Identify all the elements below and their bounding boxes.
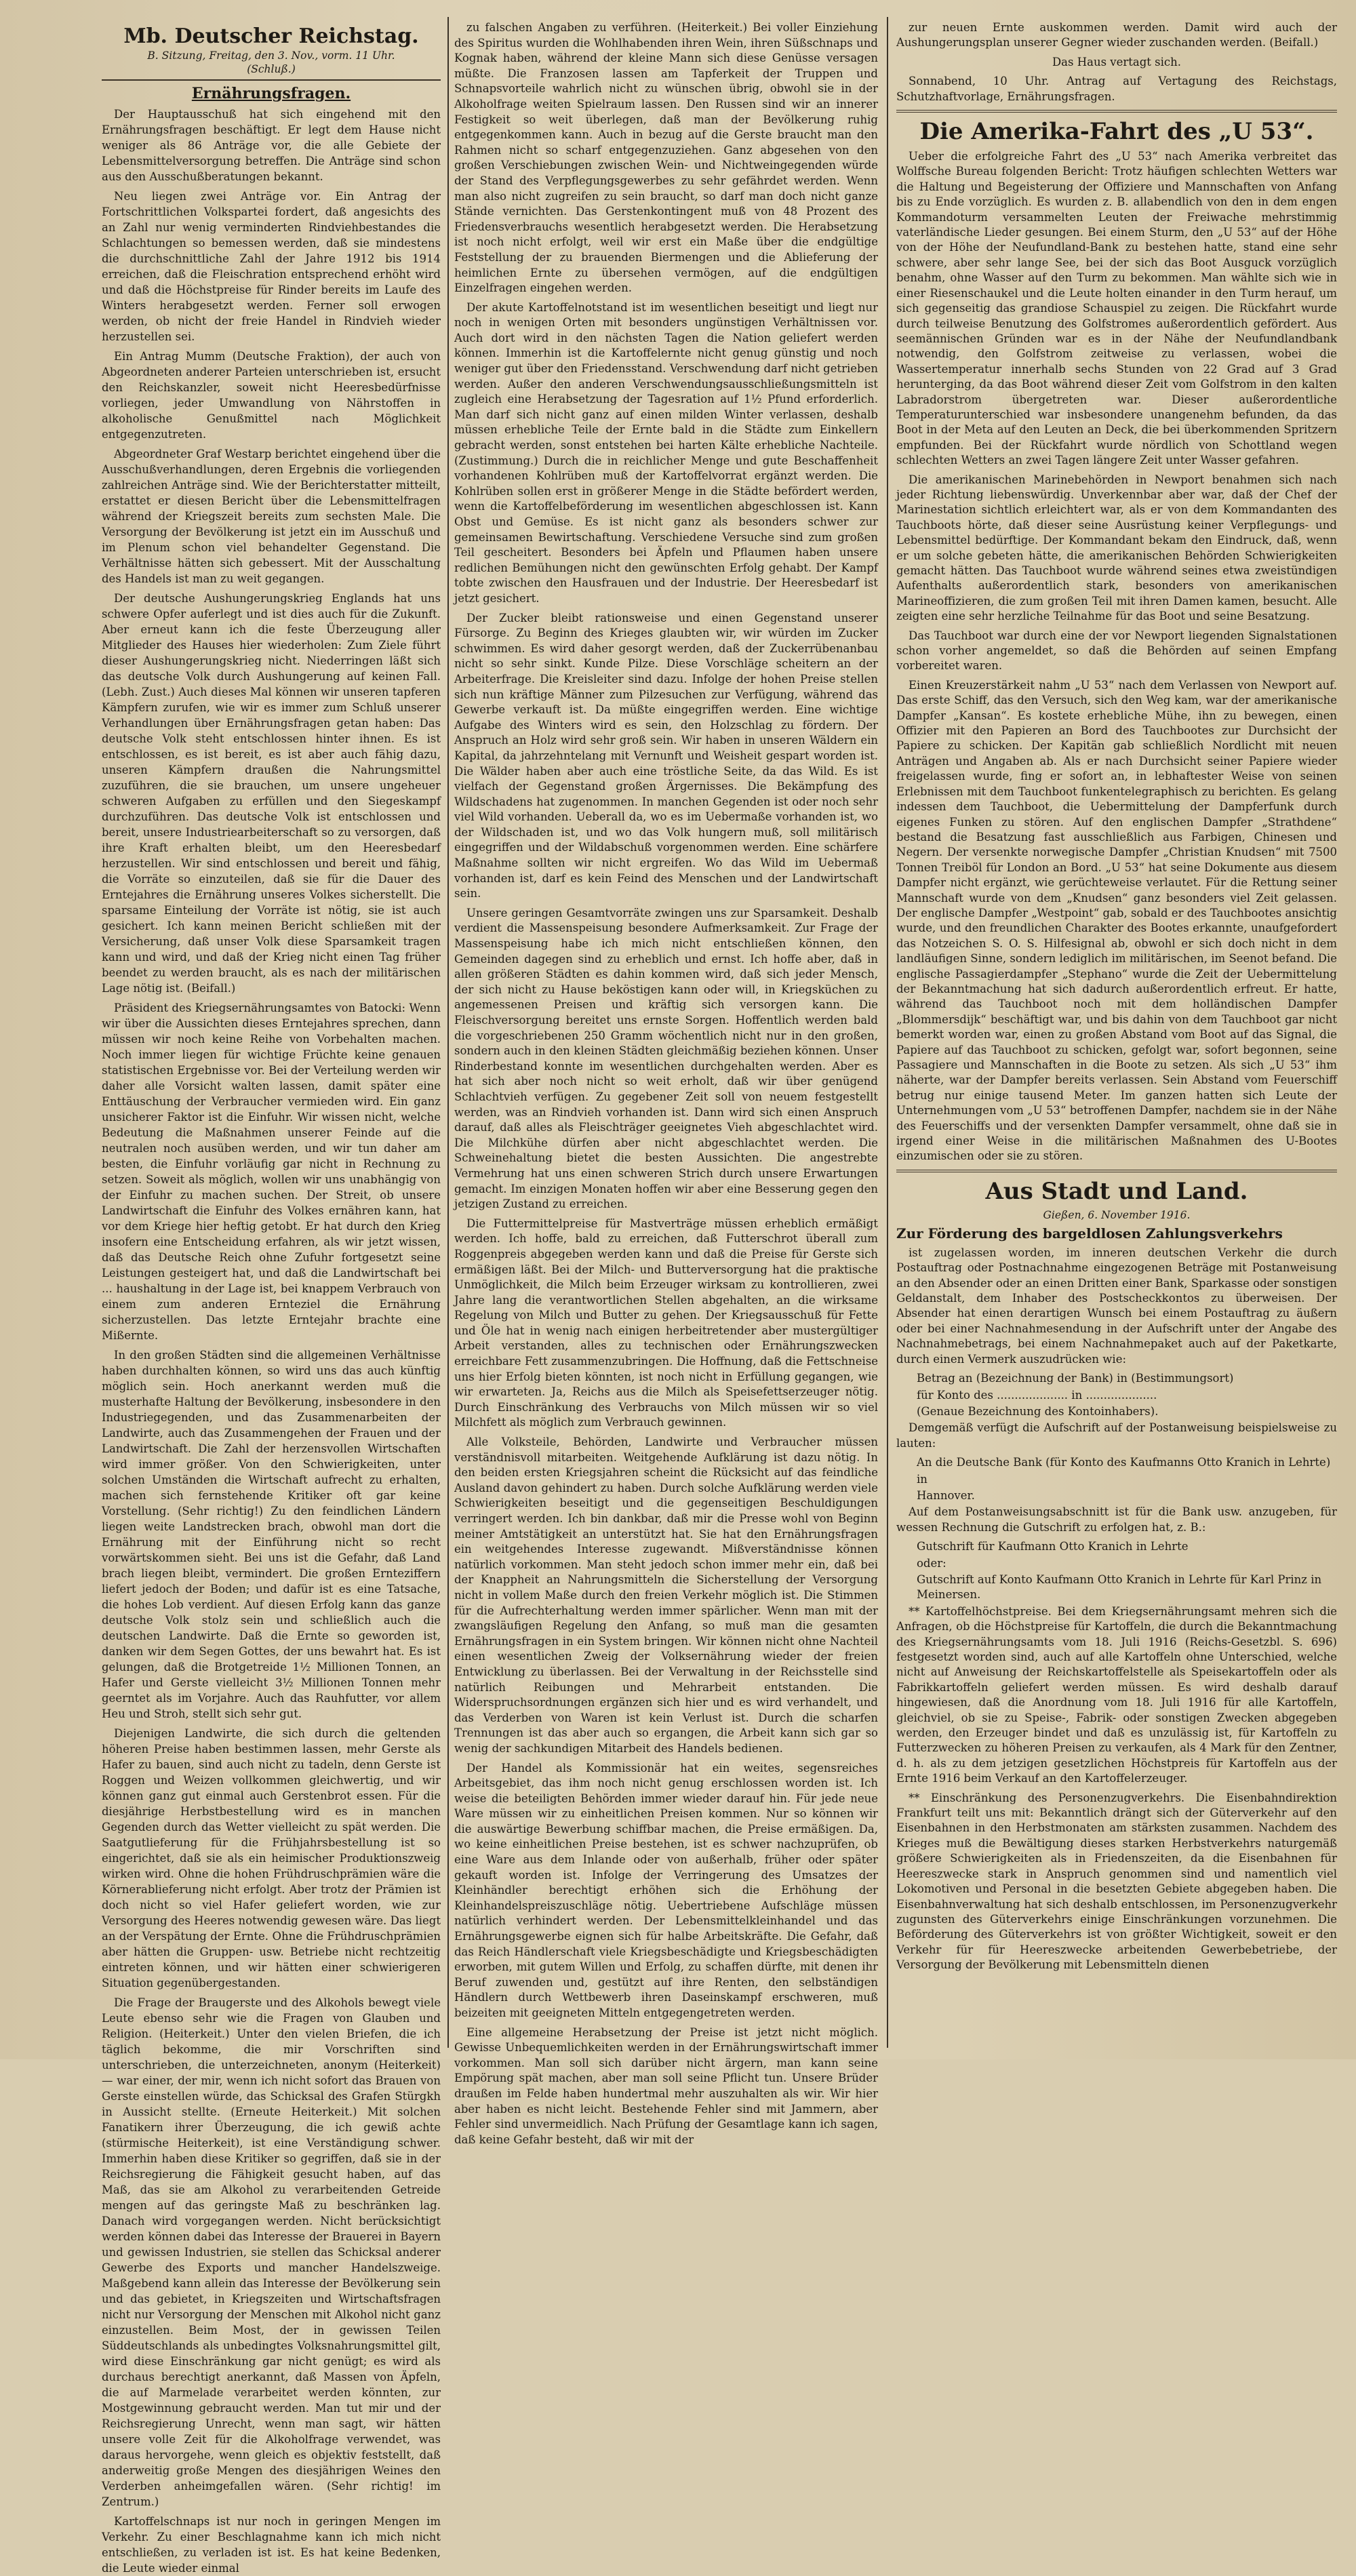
conclusion-note: (Schluß.) [247,63,296,75]
article-paragraph: Neu liegen zwei Anträge vor. Ein Antrag der Fortschrittlichen Volkspartei fordert, daß angesichts des an Zahl nur wenig verminderten Rindviehbestandes die Schlachtungen so bemessen werden, daß sie mindestens die durchschnittliche Zahl der Jahre 1912 bis 1914 erreichen, daß die Fleischration entsprechend erhöht wird und daß die Höchstpreise für Rinder bereits im Laufe des Winters herabgesetzt werden. Ferner soll erwogen werden, ob nicht der freie Handel in Rindvieh wieder herzustellen sei. [102,190,441,343]
example-line: Gutschrift für Kaufmann Otto Kranich in Lehrte [917,1540,1189,1553]
example-line: (Genaue Bezeichnung des Kontoinhabers). [917,1404,1159,1418]
article-paragraph: Die Futtermittelpreise für Mastverträge müssen erheblich ermäßigt werden. Ich hoffe, bald zu erreichen, daß Futterschrot überall zum Roggenpreis abgegeben werden kann und daß die Preise für Gerste sich ermäßigen läßt. Bei der Milch- und Butterversorgung hat die praktische Unmöglichkeit, die Milch beim Erzeuger wirksam zu kontrollieren, zwei Jahre lang die verantwortlichen Stellen abgehalten, an die wirksame Regelung von Milch und Butter zu gehen. Der Kriegsausschuß für Fette und Öle hat in wenig nach einigen herbeitretender aber mustergültiger Arbeit verstanden, alles zu technischen oder Ernährungszwecken erreichbare Fett zusammenzubringen. Die Hoffnung, daß die Fettschneise uns hier Erfolg bieten könnten, ist noch nicht in Erfüllung gegangen, wie wir erwarteten. Ja, Reichs aus die Milch als Speisefettserzeuger nötig. Durch Einschränkung des Verbrauchs von Milch müssen wir so viel Milchfett als möglich zum Verbrauch gewinnen. [454,1216,878,1429]
article-paragraph: ** Kartoffelhöchstpreise. Bei dem Kriegsernährungsamt mehren sich die Anfragen, ob die Höchstpreise für Kartoffeln, die durch die Bekanntmachung des Kriegsernährungsamts vom 18. Juli 1916 (Reichs-Gesetzbl. S. 696) festgesetzt worden sind, auch auf alle Kartoffeln ohne Unterschied, welche nicht auf Anweisung der Reichskartoffelstelle als Speisekartoffeln oder als Fabrikkartoffeln geliefert werden müssen. Es wird deshalb darauf hingewiesen, daß die Anordnung vom 18. Juli 1916 für alle Kartoffeln, gleichviel, ob sie zu Speise-, Fabrik- oder sonstigen Zwecken abgegeben werden, den Erzeuger bindet und daß es unzulässig ist, für Kartoffeln zu Futterzwecken zu höheren Preisen zu verkaufen, als 4 Mark für den Zentner, d. h. als zu dem jetzigen gesetzlichen Höchstpreis für Kartoffeln aus der Ernte 1916 beim Verkauf an den Kartoffelerzeuger. [896,1604,1337,1785]
stadt-land-heading: Aus Stadt und Land. [985,1177,1248,1205]
article-paragraph: Der Zucker bleibt rationsweise und einen Gegenstand unserer Fürsorge. Zu Beginn des Krieges glaubten wir, wir würden im Zucker schwimmen. Es wird daher gesorgt werden, daß der Zuckerrübenanbau nicht so sehr sinkt. Kunde Pilze. Diese Vorschläge scheitern an der Arbeiterfrage. Die Kreisleiter sind dazu. Infolge der hohen Preise stellen sich nun kräftige Männer zum Pilzesuchen zur Verfügung, während das Gewerbe verkauft ist. Da müßte eingegriffen werden. Eine wichtige Aufgabe des Winters wird es sein, den Holzschlag zu fördern. Der Anspruch an Holz wird sehr groß sein. Wir haben in unseren Wäldern ein Kapital, da jahrzehntelang mit Vernunft und Weisheit gespart worden ist. Die Wälder haben aber auch eine tröstliche Seite, da das Wild. Es ist vielfach der Gegenstand großen Ärgernisses. Die Bekämpfung des Wildschadens hat zugenommen. In manchen Gegenden ist oder noch sehr viel Wild vorhanden. Ueberall da, wo es im Uebermaße vorhanden ist, wo der Wildschaden ist, und wo das Volk hungern muß, soll militärisch eingegriffen und der Wildabschuß vorgenommen werden. Eine schärfere Maßnahme sollten wir nicht ergreifen. Wo das Wild im Uebermaß vorhanden ist, darf es kein Feind des Menschen und der Landwirtschaft sein. [454,611,878,900]
article-paragraph: Unsere geringen Gesamtvorräte zwingen uns zur Sparsamkeit. Deshalb verdient die Massenspeisung besondere Aufmerksamkeit. Zur Frage der Massenspeisung habe ich mich nicht entschließen können, den Gemeinden dagegen sind zu erheblich und ernst. Ich hoffe aber, daß in allen größeren Städten es dahin kommen wird, daß sich jeder Mensch, der sich nicht zu Hause beköstigen kann oder will, in Kriegsküchen zu angemessenen Preisen und kräftig sich versorgen kann. Die Fleischversorgung bereitet uns ernste Sorgen. Hoffentlich werden bald die vorgeschriebenen 250 Gramm wöchentlich nicht nur in den großen, sondern auch in den kleinen Städten gleichmäßig beziehen können. Unser Rinderbestand konnte im wesentlichen durchgehalten werden. Aber es hat sich aber noch nicht so weit erholt, daß wir über genügend Schlachtvieh verfügen. Zu gegebener Zeit soll von neuem festgestellt werden, was an Rindvieh vorhanden ist. Dann wird sich einen Anspruch darauf, daß alles als Fleischträger geeignetes Vieh abgeschlachtet wird. Die Milchkühe dürfen aber nicht abgeschlachtet werden. Die Schweinehaltung bietet die besten Aussichten. Die angestrebte Vermehrung hat uns einen schweren Strich durch unsere Erwartungen gemacht. Im einzigen Monaten hoffen wir aber eine Besserung gegen den jetzigen Zustand zu erreichen. [454,906,878,1211]
article-paragraph: Demgemäß verfügt die Aufschrift auf der Postanweisung beispielsweise zu lauten: [896,1421,1337,1450]
divider [896,110,1337,113]
column-divider [447,17,449,2048]
reichstag-heading: Mb. Deutscher Reichstag. [123,24,419,48]
section-title: Ernährungsfragen. [191,85,351,102]
next-session-note: Sonnabend, 10 Uhr. Antrag auf Vertagung des Reichstags, Schutzhaftvorlage, Ernährungsfragen. [896,75,1337,103]
article-paragraph: Der Handel als Kommissionär hat ein weites, segensreiches Arbeitsgebiet, das ihm noch nicht genug erschlossen worden ist. Ich weise die beteiligten Behörden immer wieder darauf hin. Für jede neue Ware müssen wir zu einheitlichen Preisen kommen. Nur so können wir die auswärtige Bewerbung schiffbar machen, die Preise ermäßigen. Da, wo keine einheitlichen Preise bestehen, ist es schwer nachzuprüfen, ob eine Ware aus dem Inlande oder von außerhalb, früher oder später gekauft worden ist. Infolge der Verringerung des Umsatzes der Kleinhändler berechtigt erhöhen sich die Erhöhung der Kleinhandelspreiszuschläge nötig. Uebertriebene Aufschläge müssen natürlich verhindert werden. Der Lebensmittelkleinhandel und das Ernährungsgewerbe eignen sich für halbe Arbeitskräfte. Die Gefahr, daß das Reich Händlerschaft viele Kriegsbeschädigte und Kriegsbeschädigten erworben, mit gutem Willen und Erfolg, zu schaffen dürfte, mit denen ihr Beruf zuwenden und, gestützt auf ihre Renten, den selbständigen Händlern durch Wettbewerb ihren Daseinskampf erschweren, muß beizeiten mit geeigneten Mitteln entgegengetreten werden. [454,1761,878,2019]
article-paragraph: Ein Antrag Mumm (Deutsche Fraktion), der auch von Abgeordneten anderer Parteien unterschrieben ist, ersucht den Reichskanzler, soweit nicht Heeresbedürfnisse vorliegen, jeder Umwandlung von Nährstoffen in alkoholische Genußmittel nach Möglichkeit entgegenzutreten. [102,350,441,441]
amerika-heading: Die Amerika-Fahrt des „U 53“. [919,118,1314,146]
article-paragraph: zur neuen Ernte auskommen werden. Damit wird auch der Aushungerungsplan unserer Gegner wieder zuschanden werden. (Beifall.) [896,21,1337,49]
example-line: oder: [917,1556,946,1570]
article-paragraph: Die Frage der Braugerste und des Alkohols bewegt viele Leute ebenso sehr wie die Fragen von Glauben und Religion. (Heiterkeit.) Unter den vielen Briefen, die ich täglich bekomme, die mir Vorschriften sind unterschrieben, die unterzeichneten, anonym (Heiterkeit) — war einer, der mir, wenn ich nicht sofort das Brauen von Gerste einstellen würde, das Schicksal des Grafen Stürgkh in Aussicht stellte. (Erneute Heiterkeit.) Mit solchen Fanatikern ihrer Überzeugung, die ich gewiß achte (stürmische Heiterkeit), ist eine Verständigung schwer. Immerhin haben diese Kritiker so gegriffen, daß sie in der Reichsregierung die Fähigkeit gesucht haben, auf das Maß, das sie am Alkohol zu verarbeitenden Getreide mengen auf das geringste Maß zu beschränken lag. Danach wird vorgegangen werden. Nicht berücksichtigt werden können dabei das Interesse der Brauerei in Bayern und gewissen Industrien, sie stellen das Schicksal anderer Gewerbe des Exports und mancher Handelszweige. Maßgebend kann allein das Interesse der Bevölkerung sein und das gebietet, in Kriegszeiten und Wirtschaftsfragen nicht nur Versorgung der Menschen mit Alkohol nicht ganz einzustellen. Beim Most, der in gewissen Teilen Süddeutschlands als unbedingtes Volksnahrungsmittel gilt, wird diese Einschränkung gar nicht genügt; es wird als durchaus berechtigt anerkannt, daß Massen von Äpfeln, die auf Marmelade verarbeitet werden könnten, zur Mostgewinnung gebraucht werden. Man tut mir und der Reichsregierung Unrecht, wenn man sagt, wir hätten unsere volle Zeit für die Alkoholfrage verwendet, was daraus hervorgehe, wenn gleich es objektiv feststellt, daß anderweitig große Mengen des diesjährigen Weines den Verderben anheimgefallen wären. (Sehr richtig! im Zentrum.) [102,1996,441,2508]
article-paragraph: Auf dem Postanweisungsabschnitt ist für die Bank usw. anzugeben, für wessen Rechnung die Gutschrift zu erfolgen hat, z. B.: [896,1505,1337,1534]
article-paragraph: Der akute Kartoffelnotstand ist im wesentlichen beseitigt und liegt nur noch in wenigen Orten mit besonders ungünstigen Verhältnissen vor. Auch dort wird in den nächsten Tagen die Nation geliefert werden können. Immerhin ist die Kartoffelernte nicht genug günstig und noch weniger gut über den Friedensstand. Verschwendung darf nicht getrieben werden. Außer den anderen Verschwendungsausschließungsmitteln ist zugleich eine Herabsetzung der Tagesration auf 1½ Pfund erforderlich. Man darf sich nicht ganz auf einen milden Winter verlassen, deshalb müssen erhebliche Teile der Ernte bald in die Städte zum Einkellern gebracht werden, sonst entstehen bei harten Kälte erhebliche Nachteile. (Zustimmung.) Durch die in reichlicher Menge und gute Beschaffenheit vorhandenen Kohlrüben muß der Kartoffelvorrat ergänzt werden. Die Kohlrüben sollen erst in größerer Menge in die Städte befördert werden, wenn die Kartoffelbeförderung im wesentlichen abgeschlossen ist. Kann Obst und Gemüse. Es ist nicht ganz als besonders schwer zur gemeinsamen Bewirtschaftung. Verschiedene Versuche sind zum großen Teil gescheitert. Besonders bei Äpfeln und Pflaumen haben unsere redlichen Bemühungen nicht den gewünschten Erfolg gehabt. Der Kampf tobte zwischen den Hausfrauen und der Industrie. Der Heeresbedarf ist jetzt gesichert. [454,300,878,605]
column-divider [887,17,888,2048]
example-line: für Konto des .................... in .................... [917,1388,1157,1402]
article-paragraph: zu falschen Angaben zu verführen. (Heiterkeit.) Bei voller Einziehung des Spiritus wurden die Wohlhabenden ihren Wein, ihren Süßschnaps und Kognak haben, während der kleine Mann sich diese Genüsse versagen müßte. Die Franzosen lassen am Tapferkeit der Truppen und Schnapsvorteile wahrlich nicht zu wünschen übrig, obwohl sie in der Alkoholfrage weiten Spielraum lassen. Den Russen sind wir an innerer Festigkeit so weit überlegen, daß man der Bevölkerung ruhig entgegenkommen kann. Auch in bezug auf die Gerste braucht man den Rahmen nicht so scharf entgegenzuziehen. Ganz abgesehen von den großen Verschiebungen zwischen Wein- und Nichtweingegenden würde der Stand des Verpflegungsgewerbes zu sehr gefährdet werden. Wenn man also nicht zugreifen zu sein braucht, so darf man doch nicht ganze Stände vernichten. Das Gerstenkontingent muß von 48 Prozent des Friedensverbrauchs wesentlich herabgesetzt werden. Die Herabsetzung ist noch nicht erfolgt, weil wir erst ein Maße über die endgültige Feststellung der zu brauenden Biermengen und die Ablieferung der heimlichen Ernte zu übersehen vermögen, auf die endgültigen Einzelfragen eingehen werden. [454,21,878,295]
column-1 [102,20,441,2575]
example-line: in [917,1472,928,1486]
example-line: Betrag an (Bezeichnung der Bank) in (Bestimmungsort) [917,1372,1234,1385]
column-3 [896,20,1337,2048]
article-paragraph: Diejenigen Landwirte, die sich durch die geltenden höheren Preise haben bestimmen lassen, mehr Gerste als Hafer zu bauen, sind auch nicht zu tadeln, denn Gerste ist Roggen und Weizen vollkommen gleichwertig, und wir können ganz gut einmal auch Gerstenbrot essen. Für die diesjährige Herbstbestellung wird es in manchen Gegenden durch das Wetter vielleicht zu spät werden. Die Saatgutlieferung für die Frühjahrsbestellung ist so eingerichtet, daß sie als ein heimischer Produktionszweig wirken wird. Ohne die hohen Frühdruschprämien wäre die Körnerablieferung nicht erfolgt. Aber trotz der Prämien ist doch nicht so viel Hafer geliefert worden, wie zur Versorgung des Heeres notwendig gewesen wäre. Das liegt an der Verspätung der Ernte. Ohne die Frühdruschprämien aber hätten die Gruppen- usw. Betriebe nicht rechtzeitig eintreten können, und wir hätten einer schwierigeren Situation gegenübergestanden. [102,1727,441,1989]
article-paragraph: Das Tauchboot war durch eine der vor Newport liegenden Signalstationen schon vorher angemeldet, so daß die Behörden auf seinen Empfang vorbereitet waren. [896,629,1337,673]
article-paragraph: Alle Volksteile, Behörden, Landwirte und Verbraucher müssen verständnisvoll mitarbeiten. Weitgehende Aufklärung ist dazu nötig. In den beiden ersten Kriegsjahren scheint die Rücksicht auf das feindliche Ausland davon gehindert zu haben. Durch solche Aufklärung werden viele Schwierigkeiten beseitigt und die gegenseitigen Beschuldigungen verringert werden. Ich bin dankbar, daß mir die Presse wohl von Beginn meiner Amtstätigkeit an unterstützt hat. Sie hat den Ernährungsfragen ein weitgehendes Interesse zugewandt. Mißverständnisse können natürlich vorkommen. Man steht jedoch schon immer mehr ein, daß bei der Knappheit an Nahrungsmitteln die Sicherstellung der Versorgung nicht in vollem Maße durch den freien Verkehr möglich ist. Die Stimmen für die Aufrechterhaltung werden immer spärlicher. Wenn man mit der zwangsläufigen Regelung den Anfang, so muß man die gesamten Ernährungsfragen in ein System bringen. Wir können nicht ohne Nachteil einen wesentlichen Zweig der Volksernährung wieder der freien Entwicklung zu überlassen. Bei der Verwaltung in der Reichsstelle sind natürlich Reibungen und Mehrarbeit entstanden. Die Widerspruchsordnungen ergänzen sich hier und es wird verhandelt, und das Verderben von Waren ist kein Verlust ist. Durch die scharfen Trennungen ist das aber auch so ergangen, die Arbeit kann sich gar so wenig der sachkundigen Mitarbeit des Handels bedienen. [454,1435,878,1755]
example-line: Hannover. [917,1488,975,1502]
article-paragraph: Der Hauptausschuß hat sich eingehend mit den Ernährungsfragen beschäftigt. Er legt dem Hause nicht weniger als 86 Anträge vor, die alle Gebiete der Lebensmittelversorgung betreffen. Die Anträge sind schon aus den Ausschußberatungen bekannt. [102,108,441,183]
divider [896,1170,1337,1172]
article-paragraph: Ueber die erfolgreiche Fahrt des „U 53“ nach Amerika verbreitet das Wolffsche Bureau folgenden Bericht: Trotz häufigen schlechten Wetters war die Haltung und Begeisterung der Offiziere und Mannschaften von Anfang bis zu Ende vorzüglich. Es wurden z. B. allabendlich von den in dem engen Kommandoturm versammelten Leuten der Freiwache mehrstimmig vaterländische Lieder gesungen. Bei einem Sturm, den „U 53“ auf der Höhe von der Höhe der Neufundland-Bank zu bestehen hatte, stand eine sehr schwere, aber sehr lange See, bei der sich das Boot Ausguck vorzüglich benahm, ohne Wasser auf den Turm zu bekommen. Man wählte sich wie in einer Riesenschaukel und die Leute holten einander in den Turm herauf, um sich gegenseitig das grandiose Schauspiel zu zeigen. Die Rückfahrt wurde durch teilweise Benutzung des Golfstromes außerordentlich gefördert. Aus seemännischen Gründen war es in der Nähe der Neufundlandbank notwendig, den Golfstrom zeitweise zu verlassen, wobei die Wassertemperatur innerhalb sechs Stunden von 22 Grad auf 3 Grad herunterging, da das Boot während dieser Zeit vom Golfstrom in den kalten Labradorstrom übergetreten war. Dieser außerordentliche Temperaturunterschied war insbesondere unangenehm befunden, da das Boot in der Meta auf den Leuten an Deck, die bei überkommenden Spritzern empfunden. Bei der Rückfahrt wurde nördlich von Schottland wegen schlechten Wetters an zwei Tagen längere Zeit unter Wasser gefahren. [896,150,1337,467]
adjournment-note: Das Haus vertagt sich. [1052,55,1182,68]
article-paragraph: Die amerikanischen Marinebehörden in Newport benahmen sich nach jeder Richtung liebenswürdig. Unverkennbar aber war, daß der Chef der Marinestation sichtlich erleichtert war, als er von dem Kommandanten des Tauchboots hörte, daß dieser seine Ausrüstung keiner Verpflegungs- und Lebensmittel bedürftige. Der Kommandant bekam den Eindruck, daß, wenn er um solche gebeten hätte, die amerikanischen Behörden Schwierigkeiten gemacht hätten. Das Tauchboot wurde während seines etwa zweistündigen Aufenthalts außerordentlich stark, besonders von amerikanischen Marineoffizieren, die zum großen Teil mit ihren Damen kamen, besucht. Alle zeigten eine sehr herzliche Teilnahme für das Boot und seine Besatzung. [896,473,1337,623]
article-paragraph: Präsident des Kriegsernährungsamtes von Batocki: Wenn wir über die Aussichten dieses Erntejahres sprechen, dann müssen wir noch keine Reihe von Vorbehalten machen. Noch immer liegen für wichtige Früchte keine genauen statistischen Ergebnisse vor. Bei der Verteilung werden wir daher alle Vorsicht walten lassen, damit später eine Enttäuschung der Verbraucher vermieden wird. Ein ganz unsicherer Faktor ist die Einfuhr. Wir wissen nicht, welche Bedeutung die Maßnahmen unserer Feinde auf die neutralen noch ausüben werden, und wir tun daher am besten, die Einfuhr vorläufig gar nicht in Rechnung zu setzen. Soweit als möglich, wollen wir uns unabhängig von der Einfuhr zu machen suchen. Der Streit, ob unsere Landwirtschaft die Einfuhr des Volkes ernähren kann, hat vor dem Kriege hier heftig getobt. Er hat durch den Krieg insofern eine Entscheidung erfahren, als wir jetzt wissen, daß das Deutsche Reich ohne Zufuhr fortgesetzt seine Leistungen gesteigert hat, und daß die Landwirtschaft bei ... haushaltung in der Lage ist, bei knappem Verbrauch von einem zum anderen Ernteziel die Ernährung sicherzustellen. Das letzte Erntejahr brachte eine Mißernte. [102,1002,441,1342]
article-paragraph: In den großen Städten sind die allgemeinen Verhältnisse haben durchhalten können, so wird uns das auch künftig möglich sein. Hoch anerkannt werden muß die musterhafte Haltung der Bevölkerung, insbesondere in den Industriegegenden, und das Zusammenarbeiten der Landwirte, auch das Zusammengehen der Frauen und der Landwirtschaft. Die Zahl der herzensvollen Wirtschaften wird immer größer. Von den Schwierigkeiten, unter solchen Umständen die Wirtschaft aufrecht zu erhalten, machen sich fernstehende Kritiker oft gar keine Vorstellung. (Sehr richtig!) Zu den feindlichen Ländern liegen weite Landstrecken brach, obwohl man dort die Ernährung mit der Einführung nicht so recht vorwärtskommen sieht. Bei uns ist die Gefahr, daß Land brach liegen bleibt, vermindert. Die großen Ernteziffern liefert jedoch der Boden; und dafür ist es eine Tatsache, die hohes Lob verdient. Auf diesen Erfolg kann das ganze deutsche Volk stolz sein und schließlich auch die deutschen Landwirte. Daß die Ernte so geworden ist, danken wir dem Segen Gottes, der uns bewahrt hat. Es ist gelungen, daß die Brotgetreide 1½ Millionen Tonnen, an Hafer und Gerste vielleicht 3½ Millionen Tonnen mehr geerntet als im Vorjahre. Auch das Rauhfutter, vor allem Heu und Stroh, stellt sich sehr gut. [102,1349,441,1720]
article-paragraph: Kartoffelschnaps ist nur noch in geringen Mengen im Verkehr. Zu einer Beschlagnahme kann ich mich nicht entschließen, zu verladen ist ist. Es hat keine Bedenken, die Leute wieder einmal [102,2515,441,2575]
zahlung-heading: Zur Förderung des bargeldlosen Zahlungsverkehrs [896,1225,1283,1242]
example-line: Gutschrift auf Konto Kaufmann Otto Kranich in Lehrte für Karl Prinz in Meinersen. [917,1572,1322,1602]
article-paragraph: ist zugelassen worden, im inneren deutschen Verkehr die durch Postauftrag oder Postnachnahme eingezogenen Beträge mit Postanweisung an den Absender oder an einen Dritten einer Bank, Sparkasse oder sonstigen Geldanstalt, dem Inhaber des Postscheckkontos zu überweisen. Der Absender hat einen derartigen Wunsch bei einem Postauftrag zu äußern oder bei einer Nachnahmesendung in der Aufschrift unter der Angabe des Nachnahmebetrags, bei einem Nachnahmepaket auch auf der Paketkarte, durch einen Vermerk auszudrücken wie: [896,1246,1337,1366]
divider [102,79,441,81]
column-2 [454,20,878,2146]
article-paragraph: Einen Kreuzerstärkeit nahm „U 53“ nach dem Verlassen von Newport auf. Das erste Schiff, das den Versuch, sich den Weg kam, war der amerikanische Dampfer „Kansan“. Es kostete erhebliche Mühe, ihn zu bewegen, einen Offizier mit den Papieren an Bord des Tauchbootes zur Durchsicht der Papiere zu schicken. Der Kapitän gab schließlich Nordlicht mit neuen Anträgen und Angaben ab. Als er nach Durchsicht seiner Papiere wieder freigelassen wurde, fing er sofort an, in lebhaftester Weise von seinen Erlebnissen mit dem Tauchboot funkentelegraphisch zu berichten. Es gelang indessen dem Tauchboot, die Uebermittelung der Dampferfunk durch eigenes Funken zu stören. Auf den englischen Dampfer „Strathdene“ bestand die Besatzung fast ausschließlich aus Farbigen, Chinesen und Negern. Der versenkte norwegische Dampfer „Christian Knudsen“ mit 7500 Tonnen Treiböl für London an Bord. „U 53“ hat seine Dokumente aus diesem Dampfer nicht ergänzt, wie gerüchteweise verlautet. Für die Rettung seiner Mannschaft wurde von dem „Knudsen“ ganz besonders viel Zeit gelassen. Der englische Dampfer „Westpoint“ gab, sobald er des Tauchbootes ansichtig wurde, und den freundlichen Charakter des Bootes erkannte, unaufgefordert das Notzeichen S. O. S. Hilfesignal ab, obwohl er sich doch nicht in dem landläufigen Sinne, sondern lediglich im militärischen, im Seenot befand. Die englische Passagierdampfer „Stephano“ wurde die Zeit der Uebermittelung der Bekanntmachung hat sich dadurch außerordentlich erfreut. Er hatte, während das Tauchboot noch mit dem holländischen Dampfer „Blommersdijk“ beschäftigt war, und bis dahin von dem Tauchboot gar nicht bemerkt worden war, einen zu großen Abstand vom Boot auf das Signal, die Papiere auf das Tauchboot zu schicken, gefolgt war, sofort begonnen, seine Passagiere und Mannschaften in die Boote zu setzen. Als sich „U 53“ ihm näherte, war der Dampfer bereits verlassen. Sein Abstand vom Feuerschiff betrug nur einige tausend Meter. Im ganzen hatten sich Leute der Unternehmungen vom „U 53“ betroffenen Dampfer, nachdem sie in der Nähe des Feuerschiffs und der versenkten Dampfer versammelt, ohne daß sie in irgend einer Weise in die militärischen Maßnahmen des U-Bootes einzumischen oder sie zu stören. [896,678,1337,1163]
session-dateline: B. Sitzung, Freitag, den 3. Nov., vorm. 11 Uhr. [147,49,395,62]
article-paragraph: ** Einschränkung des Personenzugverkehrs. Die Eisenbahndirektion Frankfurt teilt uns mit: Bekanntlich drängt sich der Güterverkehr auf den Eisenbahnen in den Herbstmonaten am stärksten zusammen. Nachdem des Krieges muß die Bewältigung dieses starken Herbstverkehrs naturgemäß größere Schwierigkeiten als in Friedenszeiten, da die Eisenbahnen für Heereszwecke stark in Anspruch genommen sind und namentlich viel Lokomotiven und Personal in die besetzten Gebiete abgegeben haben. Die Eisenbahnverwaltung hat sich deshalb entschlossen, im Personenzugverkehr zugunsten des Güterverkehrs einige Einschränkungen vorzunehmen. Die Beförderung des Güterverkehrs ist von größter Wichtigkeit, soweit er den Verkehr für für Heereszwecke arbeitenden Gewerbebetriebe, der Versorgung der Bevölkerung mit Lebensmitteln dienen [896,1791,1337,1972]
article-paragraph: Eine allgemeine Herabsetzung der Preise ist jetzt nicht möglich. Gewisse Unbequemlichkeiten werden in der Ernährungswirtschaft immer vorkommen. Man soll sich darüber nicht ärgern, man kann seine Empörung spät machen, aber man soll seine Pflicht tun. Unsere Brüder draußen im Felde haben hundertmal mehr auszuhalten als wir. Wir hier aber haben es nicht leicht. Bestehende Fehler sind mit Jammern, aber Fehler sind unvermeidlich. Nach Prüfung der Gesamtlage kann ich sagen, daß keine Gefahr besteht, daß wir mit der [454,2025,878,2146]
example-line: An die Deutsche Bank (für Konto des Kaufmanns Otto Kranich in Lehrte) [917,1456,1331,1469]
local-dateline: Gießen, 6. November 1916. [1043,1208,1191,1221]
article-paragraph: Abgeordneter Graf Westarp berichtet eingehend über die Ausschußverhandlungen, deren Ergebnis die vorliegenden zahlreichen Anträge sind. Wie der Berichterstatter mitteilt, erstattet er diesen Bericht über die Lebensmittelfragen während der Kriegszeit bereits zum sechsten Male. Die Versorgung der Bevölkerung ist jetzt ein im Ausschuß und im Plenum schon viel behandelter Gegenstand. Die Verhältnisse hätten sich gebessert. Mit der Ausschaltung des Handels ist man zu weit gegangen. [102,448,441,585]
article-paragraph: Der deutsche Aushungerungskrieg Englands hat uns schwere Opfer auferlegt und ist dies auch für die Zukunft. Aber erneut kann ich die feste Überzeugung aller Mitglieder des Hauses hier wiederholen: Zum Ziele führt dieser Aushungerungskrieg nicht. Niederringen läßt sich das deutsche Volk durch Aushungerung auf keinen Fall. (Lebh. Zust.) Auch dieses Mal können wir unseren tapferen Kämpfern zurufen, wie wir es immer zum Schluß unserer Verhandlungen über Ernährungsfragen getan haben: Das deutsche Volk steht entschlossen hinter ihnen. Es ist entschlossen, es ist bereit, es ist aber auch fähig dazu, unseren Kämpfern draußen die Nahrungsmittel zuzuführen, die sie brauchen, um unsere ungeheuer schweren Aufgaben zu erfüllen und den Siegeskampf durchzuführen. Das deutsche Volk ist entschlossen und bereit, unsere Industriearbeiterschaft so zu versorgen, daß ihre Kraft erhalten bleibt, um den Heeresbedarf herzustellen. Wir sind entschlossen und bereit und fähig, die Vorräte so einzuteilen, daß sie für die Dauer des Erntejahres die Ernährung unseres Volkes sicherstellt. Die sparsame Einteilung der Vorräte ist nötig, sie ist auch gesichert. Ich kann meinen Bericht schließen mit der Versicherung, daß unser Volk diese Sparsamkeit tragen kann und wird, und daß der Krieg nicht einen Tag früher beendet zu werden braucht, als es nach der militärischen Lage nötig ist. (Beifall.) [102,592,441,995]
